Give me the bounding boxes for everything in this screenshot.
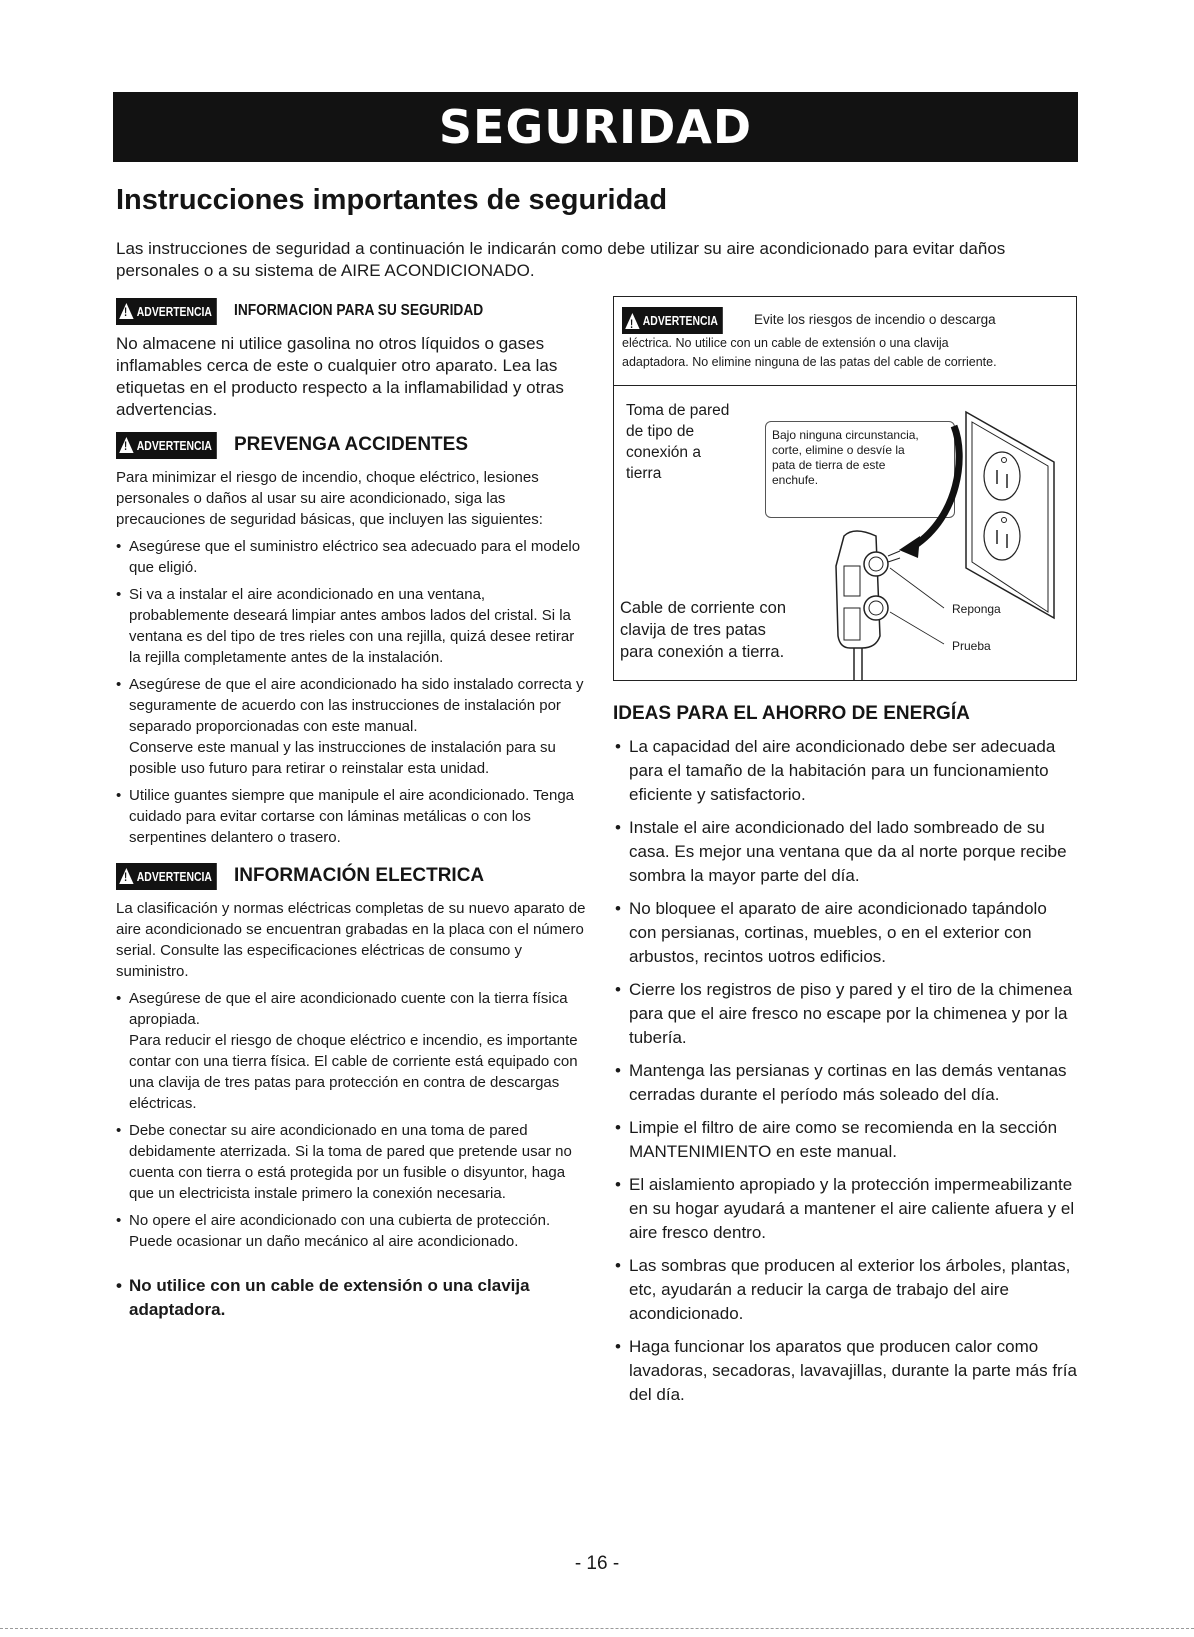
page-title: Instrucciones importantes de seguridad (116, 184, 668, 216)
callout-bubble: Bajo ninguna circunstancia, corte, elimine o desvíe la pata de tierra de este enchufe. (765, 421, 955, 518)
list-item: • Debe conectar su aire acondicionado en una toma de pared debidamente aterrizada. Si la toma de pared que pretende usar no cuenta con tierra o está protegida por un fusible o disyuntor, haga que un electricista instale primero la conexión necesaria. (116, 1120, 586, 1204)
wall-outlet-icon (966, 412, 1054, 618)
list-item: • Si va a instalar el aire acondicionado en una ventana, probablemente deseará limpiar antes ambos lados del cristal. Si la ventana es del tipo de tres rieles con una rejilla, quizá desee retirar la rejilla completamente antes de la instalación. (116, 584, 586, 668)
section-heading: PREVENGA ACCIDENTES (234, 434, 469, 455)
list-item: • Cierre los registros de piso y pared y el tiro de la chimenea para que el aire fresco no escape por la chimenea y por la tubería. (613, 978, 1078, 1050)
list-item: • La capacidad del aire acondicionado debe ser adecuada para el tamaño de la habitación para un funcionamiento eficiente y satisfactorio. (613, 735, 1078, 807)
list-item: • El aislamiento apropiado y la protección impermeabilizante en su hogar ayudará a mantener el aire caliente afuera y el aire fresco dentro. (613, 1173, 1078, 1245)
section-header-electrical-info (116, 862, 586, 890)
list-item: • Las sombras que producen al exterior los árboles, plantas, etc, ayudarán a reducir la carga de trabajo del aire acondicionado. (613, 1254, 1078, 1326)
warning-badge: ! ADVERTENCIA (622, 307, 723, 334)
banner-title: SEGURIDAD (438, 100, 753, 154)
right-column (613, 296, 1078, 1416)
outlet-label: Toma de pared de tipo de conexión a tierra (626, 402, 730, 482)
list-item: • No bloquee el aparato de aire acondicionado tapándolo con persianas, cortinas, muebles, o en el exterior con arbustos, recintos uotros edificios. (613, 897, 1078, 969)
section-heading: INFORMACION PARA SU SEGURIDAD (234, 302, 484, 319)
warning-triangle-icon (119, 437, 133, 453)
plug-illustration (614, 386, 1076, 680)
warning-badge: ! ADVERTENCIA (116, 863, 217, 890)
list-item: • Asegúrese de que el aire acondicionado ha sido instalado correcta y seguramente de acuerdo con las instrucciones de instalación por separado proporcionadas con este manual. Conserve este manual y las instrucciones de instalación para su posible uso futuro para retirar o reinstalar esta unidad. (116, 674, 586, 779)
energy-tips-list (613, 735, 1078, 1407)
warning-triangle-icon (119, 868, 133, 884)
list-item-note: Para reducir el riesgo de choque eléctrico e incendio, es importante contar con una tierra física. El cable de corriente está equipado con una clavija de tres patas para protección en contra de descargas eléctricas. (129, 1032, 578, 1112)
electrical-info-list (116, 988, 586, 1252)
list-item-note: Conserve este manual y las instrucciones de instalación para su posible uso futuro para retirar o reinstalar esta unidad. (129, 739, 556, 777)
section-header-safety-info (116, 297, 586, 325)
electrical-info-text: La clasificación y normas eléctricas completas de su nuevo aparato de aire acondicionado se encuentran grabadas en la placa con el número serial. Consulte las especificaciones eléctricas de consumo y suministro. (116, 900, 586, 980)
safety-info-text: No almacene ni utilice gasolina no otros líquidos o gases inflamables cerca de este o cualquier otro aparato. Lea las etiquetas en el producto respecto a la inflamabilidad y otras advertencias. (116, 334, 564, 419)
list-item: • Utilice guantes siempre que manipule el aire acondicionado. Tenga cuidado para evitar cortarse con láminas metálicas o con los serpentines delantero o trasero. (116, 785, 586, 848)
list-item: • Haga funcionar los aparatos que producen calor como lavadoras, secadoras, lavavajillas, durante la parte más fría del día. (613, 1335, 1078, 1407)
list-item: • Instale el aire acondicionado del lado sombreado de su casa. Es mejor una ventana que da al norte porque recibe sombra la mayor parte del día. (613, 816, 1078, 888)
bottom-divider (0, 1628, 1194, 1629)
warning-triangle-icon (119, 303, 133, 319)
warning-badge: ! ADVERTENCIA (116, 298, 217, 325)
list-item: • Limpie el filtro de aire como se recomienda en la sección MANTENIMIENTO en este manual. (613, 1116, 1078, 1164)
section-heading: INFORMACIÓN ELECTRICA (234, 865, 485, 886)
left-column (116, 297, 586, 1322)
plug-icon (836, 531, 944, 680)
extension-cord-warning: • No utilice con un cable de extensión o una clavija adaptadora. (116, 1274, 586, 1322)
test-label: Prueba (952, 639, 991, 653)
prevent-accidents-text: Para minimizar el riesgo de incendio, choque eléctrico, lesiones personales o daños al usar su aire acondicionado, siga las precauciones de seguridad básicas, que incluyen las siguientes: (116, 469, 543, 528)
list-item: • Mantenga las persianas y cortinas en las demás ventanas cerradas durante el período más soleado del día. (613, 1059, 1078, 1107)
warning-triangle-icon (625, 313, 639, 329)
list-item: • Asegúrese que el suministro eléctrico sea adecuado para el modelo que eligió. (116, 536, 586, 578)
section-header-prevent-accidents (116, 431, 586, 459)
intro-text: Las instrucciones de seguridad a continuación le indicarán como debe utilizar su aire acondicionado para evitar daños personales o a su sistema de AIRE ACONDICIONADO. (116, 239, 1006, 280)
page-number: - 16 - (574, 1553, 620, 1574)
list-item: • Asegúrese de que el aire acondicionado cuente con la tierra física apropiada. Para reducir el riesgo de choque eléctrico e incendio, es importante contar con una tierra física. El cable de corriente está equipado con una clavija de tres patas para protección en contra de descargas eléctricas. (116, 988, 586, 1114)
list-item: • No opere el aire acondicionado con una cubierta de protección. Puede ocasionar un daño mecánico al aire acondicionado. (116, 1210, 586, 1252)
grounding-warning-box (613, 296, 1077, 681)
energy-tips-heading: IDEAS PARA EL AHORRO DE ENERGÍA (613, 703, 970, 724)
prevent-accidents-list (116, 536, 586, 848)
cord-label: Cable de corriente con clavija de tres patas para conexión a tierra. (620, 599, 787, 661)
reset-label: Reponga (952, 602, 1001, 616)
warning-badge: ! ADVERTENCIA (116, 432, 217, 459)
section-banner (113, 92, 1078, 162)
grounding-warning-text: ! ADVERTENCIA Evite los riesgos de incendio o descarga eléctrica. No utilice con un cable de extensión o una clavija adaptadora. No elimine ninguna de las patas del cable de corriente. (614, 297, 1076, 386)
